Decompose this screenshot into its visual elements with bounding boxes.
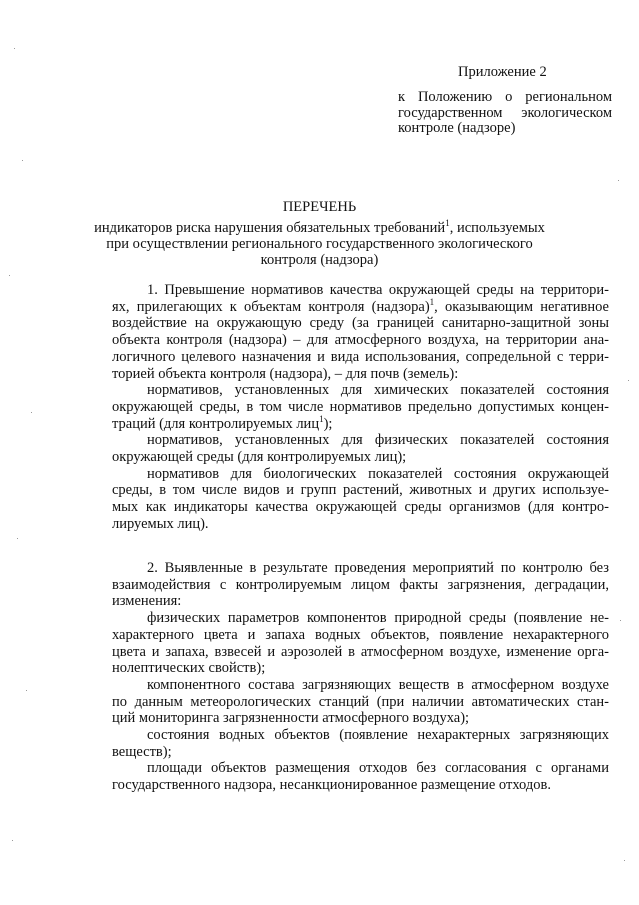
scan-speck bbox=[9, 275, 10, 276]
paragraph-line: объекта контроля (надзора) – для атмосферного воздуха, на территории ана- bbox=[112, 332, 609, 349]
subtitle-line: контроля (надзора) bbox=[260, 252, 379, 268]
subtitle-line bbox=[0, 220, 639, 236]
paragraph-line: 1. Превышение нормативов качества окружающей среды на территори- bbox=[147, 282, 609, 298]
document-subtitle bbox=[0, 220, 639, 268]
paragraph-line: нормативов для биологических показателей состояния окружающей bbox=[147, 465, 609, 482]
paragraph-text: , оказывающим негативное bbox=[434, 298, 609, 315]
paragraph-line: веществ); bbox=[112, 743, 172, 760]
scan-speck bbox=[628, 380, 629, 381]
paragraph-line: нолептических свойств); bbox=[112, 660, 266, 677]
scan-speck bbox=[620, 620, 621, 621]
paragraph-line: 2. Выявленные в результате проведения мероприятий по контролю без bbox=[147, 560, 609, 576]
subtitle-text: , используемых bbox=[449, 220, 545, 236]
scan-speck bbox=[26, 690, 27, 691]
paragraph-line: нормативов, установленных для физических показателей состояния bbox=[147, 432, 609, 449]
paragraph-line: площади объектов размещения отходов без согласования с органами bbox=[147, 760, 609, 777]
appendix-ref-line: контроле (надзоре) bbox=[398, 120, 516, 136]
paragraph-line: взаимодействия с контролируемым лицом факты загрязнения, деградации, bbox=[112, 576, 609, 593]
paragraph-line: лируемых лиц). bbox=[112, 515, 209, 532]
paragraph-text: ); bbox=[323, 415, 333, 432]
paragraph-line: по данным метеорологических станций (при наличии автоматических стан- bbox=[112, 693, 609, 710]
subtitle-text: индикаторов риска нарушения обязательных требований bbox=[94, 220, 446, 236]
scan-speck bbox=[31, 412, 32, 413]
paragraph-line: среды, в том числе видов и групп растений, животных и других используе- bbox=[112, 482, 609, 499]
paragraph-line: изменения: bbox=[112, 593, 182, 610]
document-title: ПЕРЕЧЕНЬ bbox=[282, 199, 357, 215]
appendix-reference bbox=[398, 90, 612, 137]
scan-speck bbox=[22, 160, 23, 161]
subtitle-line: при осуществлении регионального государственного экологического bbox=[106, 236, 533, 252]
paragraph-line: мых как индикаторы качества окружающей среды организмов (для контро- bbox=[112, 499, 609, 516]
paragraph-line: окружающей среды, в том числе нормативов предельно допустимых концен- bbox=[112, 398, 609, 415]
paragraph-line: компонентного состава загрязняющих веществ в атмосферном воздухе bbox=[147, 676, 609, 693]
paragraph-line: логичного целевого назначения и вида использования, сопредельной с терри- bbox=[112, 348, 609, 365]
paragraph-text: траций (для контролируемых лиц bbox=[112, 415, 320, 432]
scan-speck bbox=[14, 48, 15, 49]
paragraph-text: ях, прилегающих к объектам контроля (надзора) bbox=[112, 298, 430, 315]
section-1 bbox=[112, 282, 609, 533]
scan-speck bbox=[624, 860, 625, 861]
paragraph-line: государственного надзора, несанкционированное размещение отходов. bbox=[112, 777, 551, 794]
paragraph-line: физических параметров компонентов природной среды (появление не- bbox=[147, 610, 609, 627]
footnote-marker: 1 bbox=[445, 218, 450, 229]
footnote-marker: 1 bbox=[429, 296, 435, 307]
appendix-ref-line: государственном экологическом bbox=[398, 104, 612, 121]
paragraph-line bbox=[112, 413, 609, 433]
scan-speck bbox=[618, 180, 619, 181]
paragraph-line: состояния водных объектов (появление нехарактерных загрязняющих bbox=[147, 727, 609, 744]
paragraph-line: воздействие на окружающую среду (за границей санитарно-защитной зоны bbox=[112, 315, 609, 332]
scan-speck bbox=[12, 840, 13, 841]
paragraph-line: торией объекта контроля (надзора), – для почв (земель): bbox=[112, 365, 459, 382]
footnote-marker: 1 bbox=[319, 413, 324, 424]
section-2 bbox=[112, 560, 609, 794]
scan-speck bbox=[17, 538, 18, 539]
appendix-ref-line: к Положению о региональном bbox=[398, 89, 612, 105]
paragraph-line: характерного цвета и запаха водных объектов, появление нехарактерного bbox=[112, 626, 609, 643]
paragraph-line bbox=[112, 296, 609, 316]
paragraph-line: цвета и запаха, взвесей и аэрозолей в атмосферном воздухе, изменение орга- bbox=[112, 643, 609, 660]
paragraph-line: нормативов, установленных для химических показателей состояния bbox=[147, 382, 609, 399]
paragraph-line: окружающей среды (для контролируемых лиц); bbox=[112, 449, 407, 466]
paragraph-line: ций мониторинга загрязненности атмосферного воздуха); bbox=[112, 710, 470, 727]
appendix-number: Приложение 2 bbox=[458, 64, 547, 80]
